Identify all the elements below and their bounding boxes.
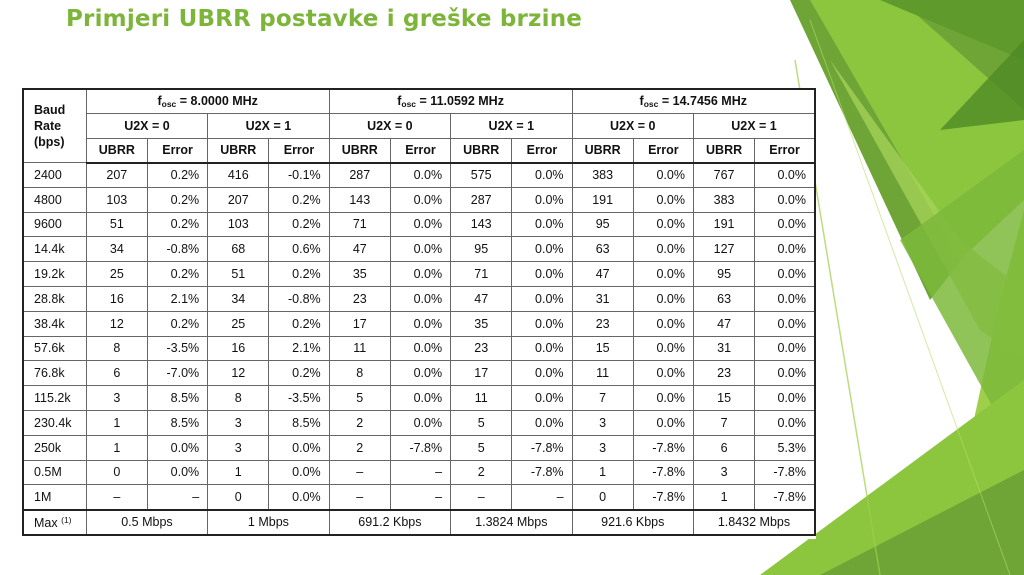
ubrr-cell: 1: [208, 460, 269, 485]
ubrr-cell: 191: [572, 187, 633, 212]
ubrr-column-header: UBRR: [572, 138, 633, 163]
mode-header: U2X = 0: [572, 114, 693, 139]
error-cell: 0.2%: [147, 163, 207, 188]
ubrr-cell: 207: [86, 163, 147, 188]
error-cell: 0.0%: [755, 386, 815, 411]
mode-header: U2X = 1: [451, 114, 572, 139]
ubrr-cell: 5: [451, 410, 512, 435]
ubrr-cell: 7: [693, 410, 754, 435]
error-cell: 0.0%: [755, 187, 815, 212]
ubrr-cell: 23: [693, 361, 754, 386]
ubrr-column-header: UBRR: [693, 138, 754, 163]
max-rate-row: [23, 510, 815, 535]
ubrr-cell: –: [329, 460, 390, 485]
error-column-header: Error: [633, 138, 693, 163]
error-cell: 0.0%: [755, 262, 815, 287]
ubrr-cell: 11: [572, 361, 633, 386]
baud-rate-header: Baud Rate (bps): [23, 89, 86, 163]
ubrr-cell: 3: [693, 460, 754, 485]
ubrr-cell: 68: [208, 237, 269, 262]
ubrr-cell: 3: [86, 386, 147, 411]
ubrr-cell: 47: [329, 237, 390, 262]
error-cell: -7.8%: [755, 460, 815, 485]
ubrr-cell: 71: [329, 212, 390, 237]
error-cell: 8.5%: [147, 410, 207, 435]
error-cell: 0.0%: [512, 311, 572, 336]
error-cell: 0.0%: [512, 237, 572, 262]
error-cell: 0.0%: [147, 460, 207, 485]
error-cell: 0.0%: [390, 311, 450, 336]
error-cell: 0.0%: [512, 187, 572, 212]
ubrr-cell: –: [329, 485, 390, 510]
error-cell: 0.0%: [390, 386, 450, 411]
mode-header: U2X = 0: [86, 114, 207, 139]
error-cell: 0.0%: [633, 163, 693, 188]
ubrr-cell: 127: [693, 237, 754, 262]
error-cell: 0.0%: [390, 163, 450, 188]
ubrr-cell: 0: [572, 485, 633, 510]
error-cell: 0.0%: [633, 336, 693, 361]
error-cell: 0.0%: [512, 212, 572, 237]
error-cell: –: [390, 460, 450, 485]
table-row: [23, 286, 815, 311]
error-cell: -7.8%: [755, 485, 815, 510]
error-cell: 0.0%: [269, 435, 329, 460]
ubrr-cell: 287: [329, 163, 390, 188]
ubrr-cell: 11: [451, 386, 512, 411]
baud-rate-cell: 230.4k: [23, 410, 86, 435]
ubrr-table-panel: [22, 88, 816, 539]
error-cell: –: [390, 485, 450, 510]
ubrr-cell: 383: [693, 187, 754, 212]
error-cell: 0.0%: [633, 262, 693, 287]
error-cell: –: [512, 485, 572, 510]
ubrr-cell: 3: [208, 435, 269, 460]
error-cell: 0.0%: [390, 361, 450, 386]
error-cell: 0.0%: [633, 410, 693, 435]
freq-header-14mhz: $f_{osc} = 14.7456$ MHz: [572, 89, 815, 114]
ubrr-cell: 95: [693, 262, 754, 287]
error-cell: 0.0%: [390, 262, 450, 287]
ubrr-cell: 51: [208, 262, 269, 287]
error-cell: 0.0%: [147, 435, 207, 460]
ubrr-cell: 8: [208, 386, 269, 411]
ubrr-cell: 3: [572, 435, 633, 460]
table-row: [23, 163, 815, 188]
ubrr-settings-table: [22, 88, 816, 536]
table-row: [23, 336, 815, 361]
error-cell: 0.0%: [512, 386, 572, 411]
error-cell: 0.0%: [755, 410, 815, 435]
mode-header: U2X = 1: [208, 114, 329, 139]
baud-rate-cell: 250k: [23, 435, 86, 460]
ubrr-cell: 3: [208, 410, 269, 435]
error-column-header: Error: [390, 138, 450, 163]
error-cell: 0.0%: [269, 460, 329, 485]
error-cell: –: [147, 485, 207, 510]
ubrr-cell: 383: [572, 163, 633, 188]
ubrr-cell: 5: [451, 435, 512, 460]
ubrr-cell: 47: [572, 262, 633, 287]
error-cell: -3.5%: [147, 336, 207, 361]
ubrr-cell: 25: [86, 262, 147, 287]
error-column-header: Error: [755, 138, 815, 163]
error-cell: 0.0%: [633, 237, 693, 262]
error-cell: -7.8%: [512, 435, 572, 460]
baud-rate-cell: 38.4k: [23, 311, 86, 336]
error-cell: 0.0%: [390, 410, 450, 435]
ubrr-column-header: UBRR: [208, 138, 269, 163]
ubrr-column-header: UBRR: [86, 138, 147, 163]
ubrr-cell: 207: [208, 187, 269, 212]
baud-rate-cell: 14.4k: [23, 237, 86, 262]
ubrr-cell: 15: [693, 386, 754, 411]
ubrr-cell: 1: [693, 485, 754, 510]
error-cell: 5.3%: [755, 435, 815, 460]
error-cell: -0.1%: [269, 163, 329, 188]
ubrr-cell: –: [451, 485, 512, 510]
ubrr-cell: 1: [86, 435, 147, 460]
error-cell: 0.2%: [147, 262, 207, 287]
ubrr-cell: 25: [208, 311, 269, 336]
ubrr-cell: 63: [693, 286, 754, 311]
error-cell: 0.0%: [512, 361, 572, 386]
error-cell: 0.0%: [633, 386, 693, 411]
error-cell: 0.0%: [633, 286, 693, 311]
ubrr-cell: 6: [693, 435, 754, 460]
error-cell: 0.2%: [269, 187, 329, 212]
ubrr-cell: 2: [451, 460, 512, 485]
table-row: [23, 212, 815, 237]
error-cell: 8.5%: [269, 410, 329, 435]
error-cell: -7.8%: [633, 485, 693, 510]
ubrr-cell: 63: [572, 237, 633, 262]
table-row: [23, 485, 815, 510]
ubrr-cell: 1: [86, 410, 147, 435]
ubrr-cell: 6: [86, 361, 147, 386]
ubrr-cell: 47: [451, 286, 512, 311]
error-cell: 8.5%: [147, 386, 207, 411]
ubrr-cell: –: [86, 485, 147, 510]
ubrr-cell: 35: [329, 262, 390, 287]
baud-rate-cell: 115.2k: [23, 386, 86, 411]
ubrr-cell: 7: [572, 386, 633, 411]
ubrr-cell: 35: [451, 311, 512, 336]
error-column-header: Error: [512, 138, 572, 163]
error-cell: -7.8%: [633, 460, 693, 485]
mode-header: U2X = 1: [693, 114, 815, 139]
ubrr-cell: 16: [86, 286, 147, 311]
error-cell: 0.0%: [755, 311, 815, 336]
freq-header-11mhz: $f_{osc} = 11.0592$ MHz: [329, 89, 572, 114]
baud-rate-cell: 1M: [23, 485, 86, 510]
error-cell: 0.0%: [512, 163, 572, 188]
error-cell: -7.8%: [512, 460, 572, 485]
ubrr-cell: 71: [451, 262, 512, 287]
ubrr-cell: 15: [572, 336, 633, 361]
table-row: [23, 460, 815, 485]
error-cell: 0.0%: [512, 286, 572, 311]
max-value: 0.5 Mbps: [86, 510, 207, 535]
max-value: 1 Mbps: [208, 510, 329, 535]
ubrr-cell: 8: [86, 336, 147, 361]
error-cell: 0.2%: [147, 212, 207, 237]
max-value: 1.8432 Mbps: [693, 510, 815, 535]
ubrr-cell: 2: [329, 410, 390, 435]
baud-rate-cell: 19.2k: [23, 262, 86, 287]
error-cell: 0.2%: [147, 311, 207, 336]
freq-header-8mhz: $f_{osc} = 8.0000$ MHz: [86, 89, 329, 114]
max-label: Max $^{(1)}$: [23, 510, 86, 535]
ubrr-cell: 767: [693, 163, 754, 188]
ubrr-cell: 2: [329, 435, 390, 460]
error-cell: 0.6%: [269, 237, 329, 262]
ubrr-cell: 287: [451, 187, 512, 212]
table-row: [23, 435, 815, 460]
ubrr-column-header: UBRR: [329, 138, 390, 163]
table-row: [23, 262, 815, 287]
max-value: 921.6 Kbps: [572, 510, 693, 535]
error-cell: 0.0%: [633, 311, 693, 336]
ubrr-cell: 16: [208, 336, 269, 361]
error-cell: 0.0%: [512, 262, 572, 287]
error-cell: 2.1%: [147, 286, 207, 311]
baud-rate-cell: 57.6k: [23, 336, 86, 361]
ubrr-cell: 51: [86, 212, 147, 237]
error-cell: 0.0%: [390, 286, 450, 311]
ubrr-cell: 0: [86, 460, 147, 485]
error-cell: 0.0%: [512, 410, 572, 435]
error-cell: 0.0%: [390, 237, 450, 262]
error-cell: 0.0%: [633, 212, 693, 237]
ubrr-cell: 5: [329, 386, 390, 411]
error-cell: 0.0%: [755, 336, 815, 361]
max-value: 691.2 Kbps: [329, 510, 450, 535]
error-cell: 0.2%: [269, 311, 329, 336]
ubrr-cell: 95: [572, 212, 633, 237]
error-cell: 0.0%: [633, 361, 693, 386]
table-row: [23, 187, 815, 212]
ubrr-cell: 47: [693, 311, 754, 336]
ubrr-cell: 416: [208, 163, 269, 188]
ubrr-cell: 23: [572, 311, 633, 336]
error-column-header: Error: [147, 138, 207, 163]
error-cell: 0.0%: [755, 163, 815, 188]
ubrr-cell: 23: [451, 336, 512, 361]
ubrr-column-header: UBRR: [451, 138, 512, 163]
error-cell: -0.8%: [269, 286, 329, 311]
ubrr-cell: 17: [451, 361, 512, 386]
error-cell: -7.8%: [633, 435, 693, 460]
ubrr-cell: 191: [693, 212, 754, 237]
error-cell: 0.0%: [755, 361, 815, 386]
error-cell: 0.2%: [147, 187, 207, 212]
table-row: [23, 386, 815, 411]
error-cell: -7.0%: [147, 361, 207, 386]
ubrr-cell: 143: [451, 212, 512, 237]
error-cell: 0.0%: [512, 336, 572, 361]
baud-rate-cell: 2400: [23, 163, 86, 188]
error-cell: -7.8%: [390, 435, 450, 460]
error-cell: 0.0%: [269, 485, 329, 510]
ubrr-cell: 3: [572, 410, 633, 435]
ubrr-cell: 103: [208, 212, 269, 237]
error-cell: 0.2%: [269, 212, 329, 237]
error-cell: 0.0%: [390, 187, 450, 212]
baud-rate-cell: 4800: [23, 187, 86, 212]
error-cell: 0.2%: [269, 262, 329, 287]
table-body: [23, 163, 815, 510]
error-cell: 2.1%: [269, 336, 329, 361]
table-row: [23, 410, 815, 435]
ubrr-cell: 11: [329, 336, 390, 361]
baud-rate-cell: 0.5M: [23, 460, 86, 485]
baud-rate-cell: 9600: [23, 212, 86, 237]
table-row: [23, 311, 815, 336]
error-cell: -0.8%: [147, 237, 207, 262]
table-row: [23, 361, 815, 386]
ubrr-cell: 143: [329, 187, 390, 212]
ubrr-cell: 12: [208, 361, 269, 386]
ubrr-cell: 34: [86, 237, 147, 262]
ubrr-cell: 31: [572, 286, 633, 311]
ubrr-cell: 1: [572, 460, 633, 485]
ubrr-cell: 95: [451, 237, 512, 262]
error-cell: 0.0%: [755, 237, 815, 262]
baud-rate-cell: 76.8k: [23, 361, 86, 386]
ubrr-cell: 12: [86, 311, 147, 336]
ubrr-cell: 0: [208, 485, 269, 510]
error-cell: 0.0%: [390, 336, 450, 361]
ubrr-cell: 31: [693, 336, 754, 361]
error-cell: 0.0%: [755, 212, 815, 237]
max-value: 1.3824 Mbps: [451, 510, 572, 535]
ubrr-cell: 575: [451, 163, 512, 188]
mode-header: U2X = 0: [329, 114, 450, 139]
table-row: [23, 237, 815, 262]
error-cell: 0.2%: [269, 361, 329, 386]
slide-title: Primjeri UBRR postavke i greške brzine: [66, 6, 583, 32]
error-cell: 0.0%: [755, 286, 815, 311]
error-column-header: Error: [269, 138, 329, 163]
ubrr-cell: 103: [86, 187, 147, 212]
baud-rate-cell: 28.8k: [23, 286, 86, 311]
ubrr-cell: 23: [329, 286, 390, 311]
ubrr-cell: 8: [329, 361, 390, 386]
error-cell: 0.0%: [633, 187, 693, 212]
error-cell: -3.5%: [269, 386, 329, 411]
error-cell: 0.0%: [390, 212, 450, 237]
ubrr-cell: 34: [208, 286, 269, 311]
ubrr-cell: 17: [329, 311, 390, 336]
